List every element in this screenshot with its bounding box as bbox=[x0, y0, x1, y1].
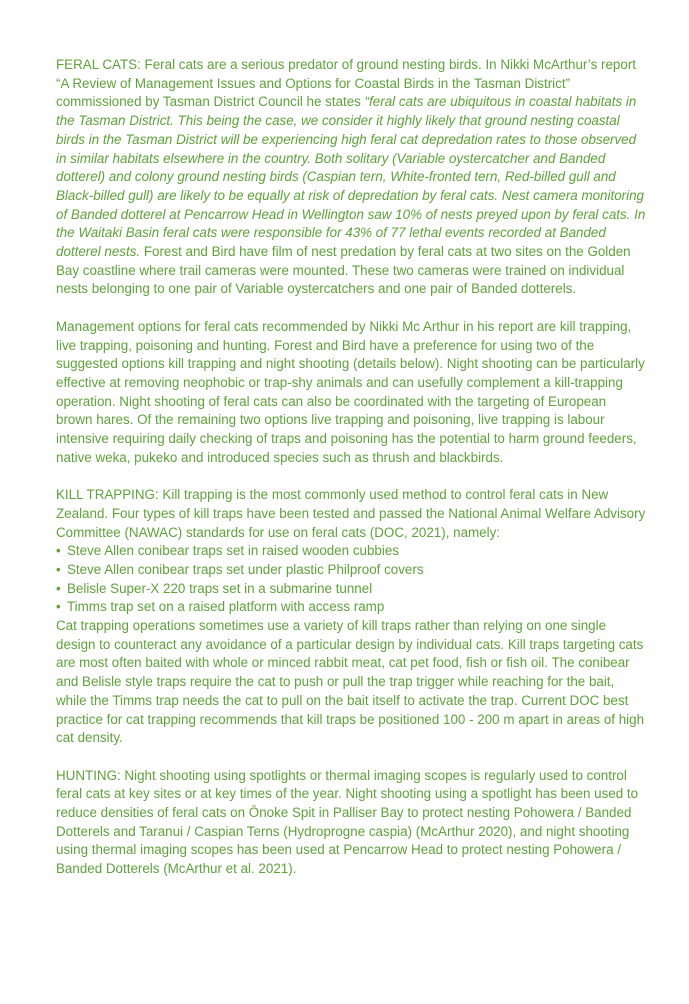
list-item bbox=[56, 542, 646, 561]
kill-trap-list bbox=[56, 542, 646, 617]
list-item bbox=[56, 580, 646, 599]
feral-cats-tail: Forest and Bird have film of nest predation by feral cats at two sites on the Golden Bay coastline where trail cameras were mounted. These two cameras were trained on individual nests belonging to one pair of Variable oystercatchers and one pair of Banded dotterels. bbox=[56, 244, 631, 297]
kill-trapping-outro: Cat trapping operations sometimes use a variety of kill traps rather than relying on one single design to counteract any avoidance of a particular design by individual cats. Kill traps targeting cats are most often baited with whole or minced rabbit meat, cat pet food, fish or fish oil. The conibear and Belisle style traps require the cat to push or pull the trap trigger while reaching for the bait, while the Timms trap needs the cat to pull on the bait itself to activate the trap. Current DOC best practice for cat trapping recommends that kill traps be positioned 100 - 200 m apart in areas of high cat density. bbox=[56, 618, 645, 746]
feral-cats-quote: “feral cats are ubiquitous in coastal habitats in the Tasman District. This being the case, we consider it highly likely that ground nesting coastal birds in the Tasman District will be experiencing high feral cat depredation rates to those observed in similar habitats elsewhere in the country. Both solitary (Variable oystercatcher and Banded dotterel) and colony ground nesting birds (Caspian tern, White-fronted tern, Red-billed gull and Black-billed gull) are likely to be equally at risk of depredation by feral cats. Nest camera monitoring of Banded dotterel at Pencarrow Head in Wellington saw 10% of nests preyed upon by feral cats. In the Waitaki Basin feral cats were responsible for 43% of 77 lethal events recorded at Banded dotterel nests. bbox=[56, 94, 646, 260]
list-item-text: Steve Allen conibear traps set in raised wooden cubbies bbox=[67, 543, 399, 559]
kill-trapping-intro: KILL TRAPPING: Kill trapping is the most commonly used method to control feral cats in New Zealand. Four types of kill traps have been tested and passed the National Animal Welfare Advisory Committee (NAWAC) standards for use on feral cats (DOC, 2021), namely: bbox=[56, 487, 646, 540]
list-item bbox=[56, 561, 646, 580]
document-page bbox=[56, 56, 646, 898]
list-item-text: Belisle Super-X 220 traps set in a submarine tunnel bbox=[67, 580, 373, 596]
kill-trapping-section bbox=[56, 486, 646, 748]
list-item bbox=[56, 598, 646, 617]
feral-cats-paragraph bbox=[56, 56, 646, 299]
feral-cats-lead: FERAL CATS: Feral cats are a serious predator of ground nesting birds. In Nikki McArthur’s report “A Review of Management Issues and Options for Coastal Birds in the Tasman District” commissioned by Tasman District Council he states bbox=[56, 57, 637, 110]
hunting-text: HUNTING: Night shooting using spotlights or thermal imaging scopes is regularly used to control feral cats at key sites or at key times of the year. Night shooting using a spotlight has been used to reduce densities of feral cats on Ōnoke Spit in Palliser Bay to protect nesting Pohowera / Banded Dotterels and Taranui / Caspian Terns (Hydroprogne caspia) (McArthur 2020), and night shooting using thermal imaging scopes has been used at Pencarrow Head to protect nesting Pohowera / Banded Dotterels (McArthur et al. 2021). bbox=[56, 767, 639, 877]
management-text: Management options for feral cats recommended by Nikki Mc Arthur in his report are kill trapping, live trapping, poisoning and hunting. Forest and Bird have a preference for using two of the suggested options kill trapping and night shooting (details below). Night shooting can be particularly effective at removing neophobic or trap-shy animals and can usefully complement a kill-trapping operation. Night shooting of feral cats can also be coordinated with the targeting of European brown hares. Of the remaining two options live trapping and poisoning, live trapping is labour intensive requiring daily checking of traps and poisoning has the potential to harm ground feeders, native weka, pukeko and introduced species such as thrush and blackbirds. bbox=[56, 318, 645, 465]
management-paragraph bbox=[56, 318, 646, 468]
list-item-text: Steve Allen conibear traps set under plastic Philproof covers bbox=[67, 561, 424, 577]
list-item-text: Timms trap set on a raised platform with access ramp bbox=[67, 599, 385, 615]
hunting-paragraph bbox=[56, 767, 646, 879]
